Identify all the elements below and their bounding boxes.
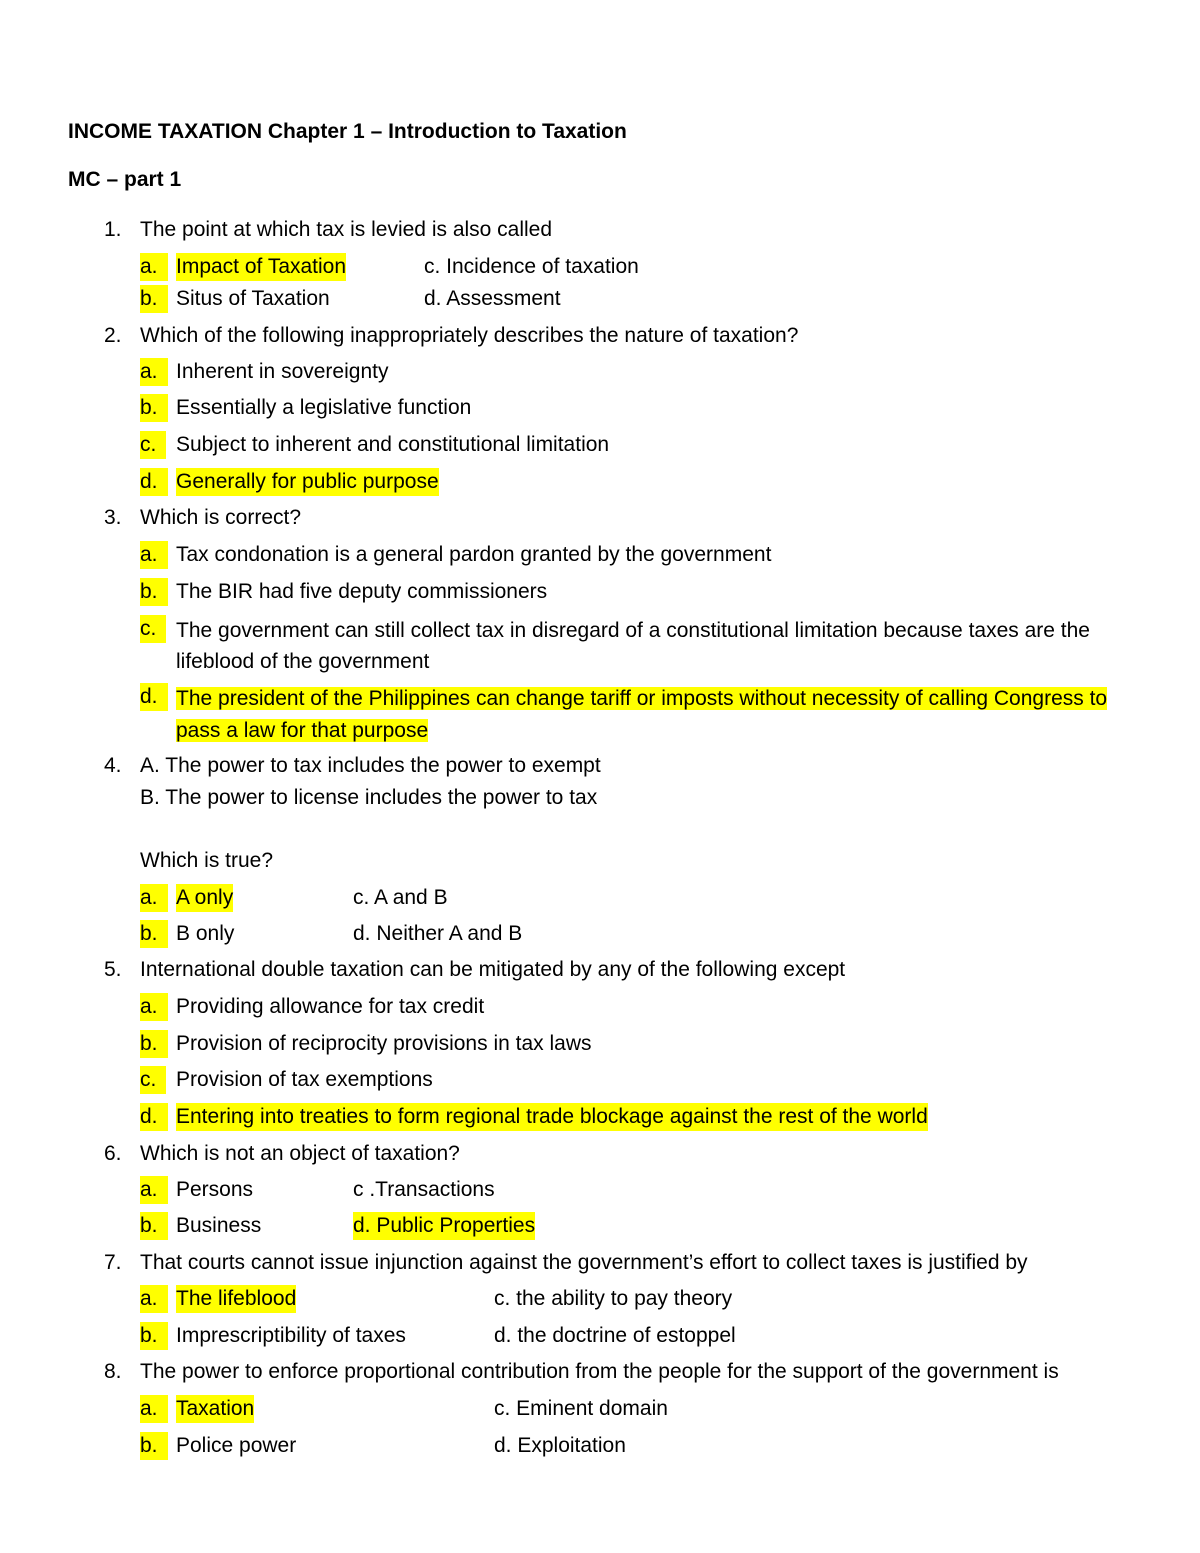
- option-col2: c. Eminent domain: [494, 1397, 668, 1420]
- option-text: Taxation: [176, 1395, 254, 1423]
- option-letter: d.: [140, 468, 168, 496]
- highlighted-answer: The president of the Philippines can change tariff or imposts without necessity of calling Congress to pass a law for that purpose: [176, 687, 1108, 742]
- option-text: The lifeblood: [176, 1285, 296, 1313]
- option-text: Tax condonation is a general pardon granted by the government: [176, 543, 772, 566]
- question-text: The power to enforce proportional contribution from the people for the support of the government is: [140, 1360, 1059, 1383]
- option-text: Provision of reciprocity provisions in tax laws: [176, 1032, 592, 1055]
- option-letter: a.: [140, 541, 168, 569]
- question-statement-b: B. The power to license includes the power to tax: [140, 786, 598, 809]
- question-text: Which is not an object of taxation?: [140, 1142, 460, 1165]
- option-text: Inherent in sovereignty: [176, 360, 389, 383]
- option-col2: d. the doctrine of estoppel: [494, 1324, 736, 1347]
- option-letter: a.: [140, 1285, 168, 1313]
- option-col2: d. Neither A and B: [353, 922, 523, 945]
- option-letter: b.: [140, 578, 168, 606]
- option-text: Entering into treaties to form regional trade blockage against the rest of the world: [176, 1103, 928, 1131]
- option-col2: c. A and B: [353, 886, 448, 909]
- option-letter: b.: [140, 1322, 168, 1350]
- option-col2: c. Incidence of taxation: [424, 255, 639, 278]
- option-text: Impact of Taxation: [176, 253, 346, 281]
- question-number: 4.: [104, 754, 122, 777]
- option-letter: b.: [140, 1432, 168, 1460]
- question-text: International double taxation can be mitigated by any of the following except: [140, 958, 846, 981]
- question-text: Which of the following inappropriately describes the nature of taxation?: [140, 324, 799, 347]
- option-text: Persons: [176, 1178, 254, 1201]
- option-col2: c .Transactions: [353, 1178, 495, 1201]
- option-col2: d. Exploitation: [494, 1434, 626, 1457]
- question-number: 5.: [104, 958, 122, 981]
- option-col2: d. Public Properties: [353, 1212, 535, 1240]
- question-number: 1.: [104, 218, 122, 241]
- option-text: Business: [176, 1214, 262, 1237]
- question-number: 8.: [104, 1360, 122, 1383]
- option-letter: a.: [140, 1176, 168, 1204]
- option-letter: b.: [140, 1030, 168, 1058]
- document-subtitle: MC – part 1: [68, 168, 182, 191]
- question-text: The point at which tax is levied is also called: [140, 218, 553, 241]
- question-number: 2.: [104, 324, 122, 347]
- option-text: Essentially a legislative function: [176, 396, 472, 419]
- option-letter: b.: [140, 1212, 168, 1240]
- question-text: That courts cannot issue injunction against the government’s effort to collect taxes is justified by: [140, 1251, 1028, 1274]
- question-number: 3.: [104, 506, 122, 529]
- option-text: Imprescriptibility of taxes: [176, 1324, 406, 1347]
- option-letter: c.: [140, 615, 166, 643]
- option-text: Generally for public purpose: [176, 468, 439, 496]
- option-text: Providing allowance for tax credit: [176, 995, 485, 1018]
- option-letter: d.: [140, 1103, 168, 1131]
- document-title: INCOME TAXATION Chapter 1 – Introduction to Taxation: [68, 120, 627, 143]
- option-text: Situs of Taxation: [176, 287, 330, 310]
- option-letter: a.: [140, 993, 168, 1021]
- option-letter: c.: [140, 1066, 166, 1094]
- option-col2: c. the ability to pay theory: [494, 1287, 733, 1310]
- option-letter: a.: [140, 253, 168, 281]
- option-text: The BIR had five deputy commissioners: [176, 580, 548, 603]
- option-col2: d. Assessment: [424, 287, 561, 310]
- option-letter: a.: [140, 358, 168, 386]
- option-letter: a.: [140, 884, 168, 912]
- option-text: B only: [176, 922, 235, 945]
- option-letter: b.: [140, 285, 168, 313]
- question-statement-a: A. The power to tax includes the power to exempt: [140, 754, 601, 777]
- question-prompt: Which is true?: [140, 849, 274, 872]
- question-number: 7.: [104, 1251, 122, 1274]
- option-letter: c.: [140, 431, 166, 459]
- option-text: The government can still collect tax in disregard of a constitutional limitation because taxes are the lifeblood of the government: [176, 619, 1090, 673]
- option-letter: b.: [140, 920, 168, 948]
- option-text: Subject to inherent and constitutional limitation: [176, 433, 610, 456]
- option-text: A only: [176, 884, 233, 912]
- question-text: Which is correct?: [140, 506, 302, 529]
- option-text: [176, 683, 1116, 747]
- option-text: Police power: [176, 1434, 297, 1457]
- option-letter: b.: [140, 394, 168, 422]
- option-letter: a.: [140, 1395, 168, 1423]
- question-number: 6.: [104, 1142, 122, 1165]
- option-letter: d.: [140, 683, 168, 711]
- option-text: Provision of tax exemptions: [176, 1068, 433, 1091]
